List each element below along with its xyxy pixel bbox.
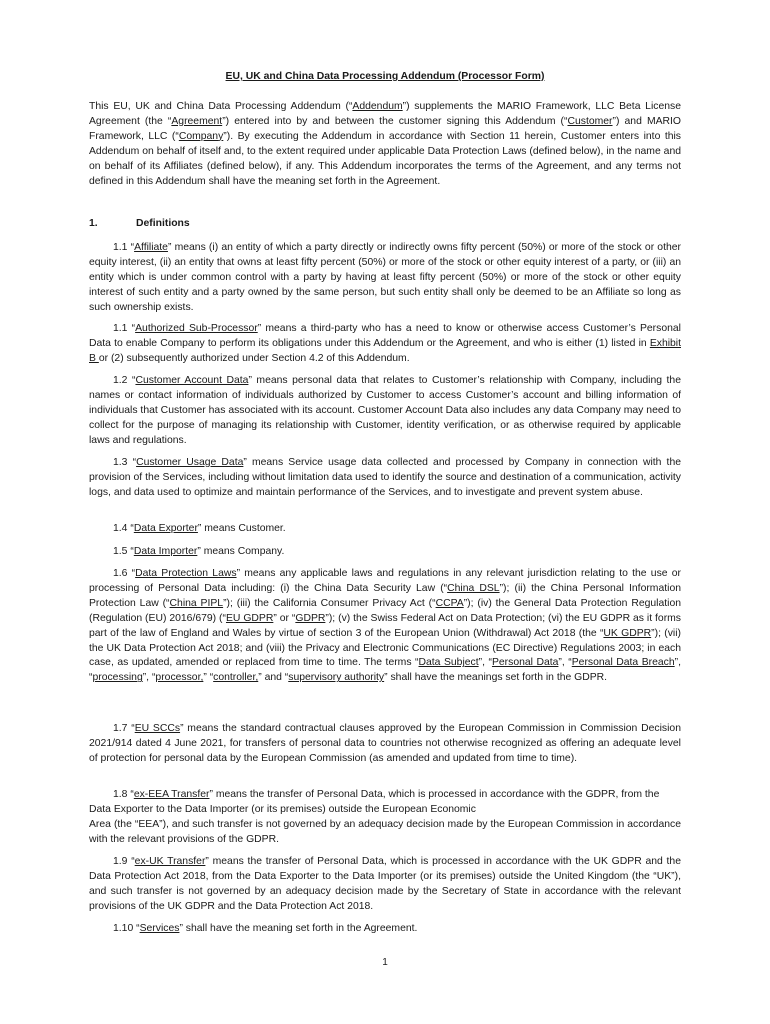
def-text: ”); (iv) the General Data Protection Regulation (Regulation (EU) 2016/679) (“ [89,597,682,624]
def-text: ” means the transfer of Personal Data, which is processed in accordance with the UK GDPR and the Data Protection Act 2018, from the Data Exporter to the Data Importer (or its premises) outside the United Kingdom (the “UK”), and such transfer is not governed by an adequacy decision made by the Secretary of State in accordance with the relevant provisions of the UK GDPR and the Data Protection Act 2018. [89,856,681,912]
def-term: Authorized Sub-Processor [135,323,258,334]
term-uk-gdpr: UK GDPR [603,627,652,639]
term-customer: Customer [567,115,613,127]
definition-ex-eea-transfer-continued: Area (the “EEA”), and such transfer is not governed by an adequacy decision made by the European Commission in accordance with the relevant provisions of the GDPR. [89,819,681,845]
term-data-subject: Data Subject [418,657,479,669]
def-term: EU SCCs [134,723,181,734]
intro-text-4: ”) and MARIO Framework, LLC (“ [89,115,682,142]
def-number: 1.1 [113,242,128,253]
def-text: ” means any applicable laws and regulations in any relevant jurisdiction relating to the use or processing of Personal Data including: (i) the China Data Security Law (“ [89,568,681,594]
quote-open: “ [127,323,136,334]
term-agreement: Agreement [171,115,223,127]
def-text: ” shall have the meanings set forth in the GDPR. [384,672,608,684]
def-term: Customer Usage Data [136,457,244,468]
term-personal-data: Personal Data [491,657,559,669]
def-text: ”); (v) the Swiss Federal Act on Data Protection; (vi) the EU GDPR as it forms part of the law of England and Wales by virtue of section 3 of the European Union (Withdrawal) Act 2018 (the “ [89,612,681,639]
def-text: ”, “ [89,657,682,684]
definition-customer-usage-data [89,456,681,501]
def-term: Customer Account Data [135,375,249,386]
quote-open: “ [127,242,135,253]
term-supervisory-authority: supervisory authority [288,672,385,684]
def-number: 1.9 [113,856,128,867]
definition-data-protection-laws [89,567,681,686]
def-term: Data Importer [133,546,198,557]
def-term: Services [139,923,180,934]
quote-open: “ [127,546,134,557]
def-number: 1.8 [113,789,128,800]
def-number: 1.5 [113,546,128,557]
term-processor: processor, [155,672,204,684]
def-text: ” means a third-party who has a need to know or otherwise access Customer’s Personal Data to enable Company to perform its obligations under this Addendum or the Agreement, and who is either (1) listed in [89,323,681,349]
term-gdpr: GDPR [295,612,326,624]
def-number: 1.2 [113,375,128,386]
intro-text-1: This EU, UK and China Data Processing Addendum (“ [89,101,353,112]
quote-open: “ [127,723,135,734]
quote-open: “ [127,457,137,468]
definition-affiliate [89,241,681,316]
quote-open: “ [127,789,134,800]
quote-open: “ [133,923,140,934]
def-term: Data Exporter [133,523,198,534]
intro-text-2: ”) supplements the MARIO Framework, LLC Beta License Agreement (the “ [89,101,681,127]
term-personal-data-breach: Personal Data Breach [571,657,675,669]
def-text: ” means (i) an entity of which a party directly or indirectly owns fifty percent (50%) or more of the stock or other equity interest, (ii) an entity that owns at least fifty percent (50%) or more of the stock or other equity interest of a party, or (iii) an entity which is under common control with a party by having at least fifty percent (50%) or more of the stock or other equity interest of such entity and a party owned by the same person, but such entity shall only be deemed to be an Affiliate so long as such ownership exists. [89,242,681,313]
def-text: ” means the standard contractual clauses approved by the European Commission in Commission Decision 2021/914 dated 4 June 2021, for transfers of personal data to countries not otherwise recognized as offering an adequate level of protection for personal data by the European Commission (as amended and updated from time to time). [89,723,681,764]
def-text: ”, “ [558,657,572,669]
def-text: ” means Service usage data collected and processed by Company in connection with the provision of the Services, including without limitation data used to identify the source and destination of a communication, activity logs, and data used to optimize and maintain performance of the Services, and to investigate and prevent system abuse. [89,457,682,498]
quote-open: “ [127,856,135,867]
term-eu-gdpr: EU GDPR [225,612,274,624]
section-number: 1. [89,218,98,229]
def-term: ex-EEA Transfer [133,789,210,800]
section-heading [89,218,190,229]
def-text: ” “ [203,672,214,684]
term-china-dsl: China DSL [447,582,500,594]
definition-services [89,922,681,937]
quote-open: “ [127,568,136,579]
def-number: 1.10 [113,923,134,934]
def-text: ” shall have the meaning set forth in the Agreement. [179,923,418,934]
intro-paragraph [89,100,681,189]
def-text: ” and “ [258,672,289,684]
exhibit-b-reference: Exhibit B [89,337,681,364]
def-text: ” or “ [273,612,296,624]
intro-text-3: ”) entered into by and between the customer signing this Addendum (“ [222,115,568,127]
term-addendum: Addendum [352,101,403,112]
definition-customer-account-data [89,374,681,449]
def-text: ” means personal data that relates to Customer’s relationship with Company, including the names or contact information of individuals authorized by Customer to access Customer’s account and billing information of individuals that Customer has associated with its account. Customer Account Data also includes any data Company may need to collect for the purpose of managing its relationship with Customer, identity verification, or as otherwise required by applicable laws and regulations. [89,375,681,446]
def-text: ”, “ [142,672,156,684]
definition-ex-uk-transfer [89,855,681,915]
def-text-2: or (2) subsequently authorized under Section 4.2 of this Addendum. [98,352,410,364]
section-title: Definitions [136,218,190,229]
def-text: ”); (ii) the China Personal Information Protection Law (“ [89,582,681,609]
def-number: 1.7 [113,723,128,734]
def-text: ” means Customer. [197,523,286,534]
def-number: 1.3 [113,457,128,468]
definition-authorized-sub-processor [89,322,681,367]
document-title: EU, UK and China Data Processing Addendum (Processor Form) [225,71,545,82]
definition-data-exporter [89,522,681,537]
def-number: 1.6 [113,568,128,579]
definition-data-importer [89,545,681,560]
intro-text-5: ”). By executing the Addendum in accordance with Section 11 herein, Customer enters into this Addendum on behalf of itself and, to the extent required under applicable Data Protection Laws (defined below), in the name and on behalf of its Affiliates (defined below), if any. This Addendum incorporates the terms of the Agreement, and any terms not defined in this Addendum shall have the meaning set forth in the Agreement. [89,130,681,187]
term-china-pipl: China PIPL [169,597,224,609]
def-number: 1.1 [113,323,128,334]
definition-ex-eea-transfer [89,788,681,818]
def-text: ”); (vii) the UK Data Protection Act 2018; and (viii) the Privacy and Electronic Communications (EC Directive) Regulations 2003; in each case, as updated, amended or replaced from time to time. The terms “ [89,627,681,669]
def-number: 1.4 [113,523,128,534]
def-text: ” means the transfer of Personal Data, which is processed in accordance with the GDPR, from the Data Exporter to the Data Importer (or its premises) outside the European Economic [89,789,660,815]
definition-eu-sccs [89,722,681,767]
term-ccpa: CCPA [435,597,464,609]
term-company: Company [178,130,224,142]
def-text: ” means Company. [197,546,285,557]
term-processing: processing [92,672,143,684]
def-text: ”, “ [478,657,492,669]
term-controller: controller, [213,672,259,684]
def-text: ”); (iii) the California Consumer Privacy Act (“ [223,597,436,609]
quote-open: “ [127,523,134,534]
quote-open: “ [127,375,136,386]
def-term: Affiliate [134,242,168,253]
def-term: ex-UK Transfer [134,856,206,867]
page-number: 1 [382,957,388,968]
def-term: Data Protection Laws [135,568,237,579]
